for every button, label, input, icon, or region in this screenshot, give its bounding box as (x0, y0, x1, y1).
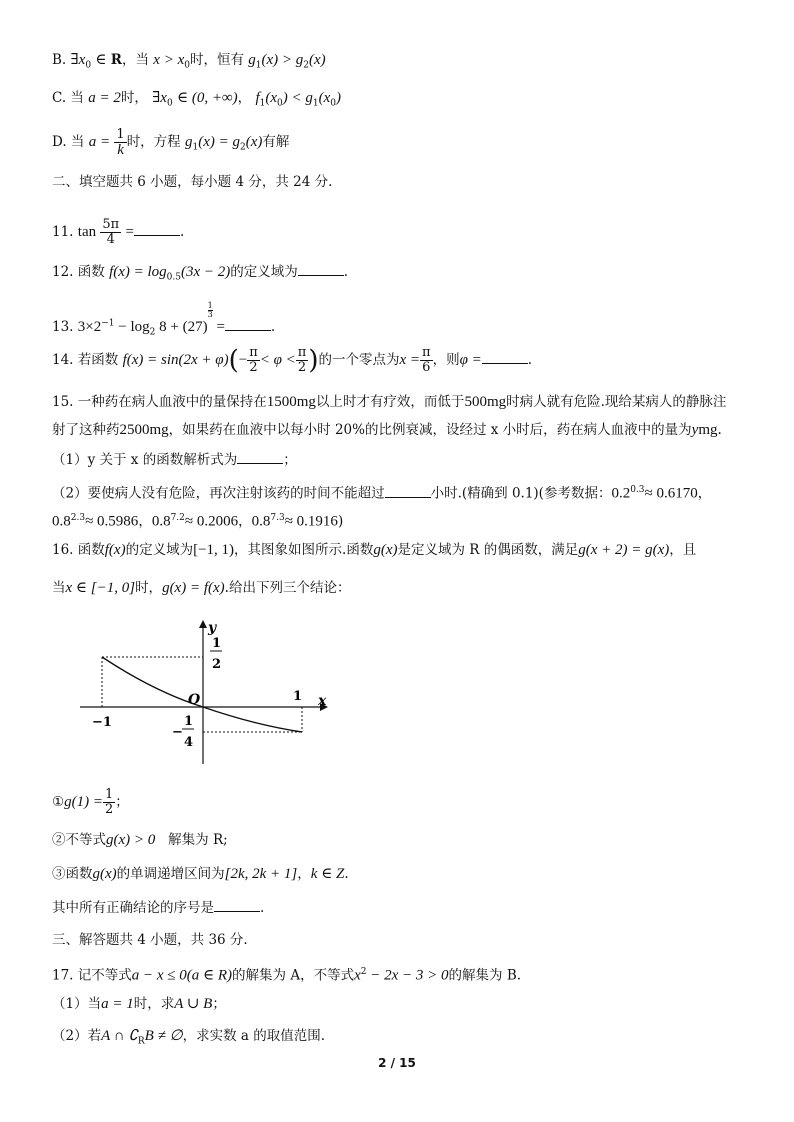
text: ，如果药在血液中以每小时 20%的比例衰减，设经过 x 小时后，药在病人血液中的量为 (168, 422, 692, 438)
superscript: 2 (360, 967, 367, 977)
expr: ≈ 0.1916 (284, 513, 338, 530)
expr: a = 1 (101, 996, 134, 1012)
superscript: 7.3 (270, 513, 285, 523)
fraction (296, 346, 309, 375)
question-17 (52, 962, 521, 986)
text: 其中所有正确结论的序号是 (52, 900, 214, 916)
subscript: 0 (166, 98, 173, 109)
expr: ≈ 0.5986 (85, 513, 139, 530)
numerator: 1 (116, 127, 125, 142)
paren: ) (308, 345, 319, 376)
numerator: π (422, 345, 431, 360)
expr: (x (265, 90, 278, 106)
denominator: 4 (106, 232, 115, 247)
conclusion-1 (52, 788, 129, 817)
expr: f(x) (104, 542, 126, 558)
superscript: 2.3 (70, 513, 86, 523)
denominator: 2 (249, 360, 258, 375)
expr: ≈ 0.2006 (184, 513, 239, 530)
fraction (103, 788, 115, 817)
text: 时病人就有危险.现给某病人的静脉注 (506, 394, 727, 410)
text: ； (283, 452, 297, 468)
superscript: 7.2 (170, 513, 185, 523)
expr: ≈ 0.6170 (644, 485, 698, 502)
text: 时， (135, 580, 163, 596)
fraction (247, 346, 260, 375)
answer-blank (214, 899, 260, 912)
expr: (x) (245, 134, 263, 150)
expr: 0.8 (52, 513, 71, 530)
option-b-label: B. (52, 52, 67, 68)
expr: A ∩ ∁ (101, 1028, 138, 1044)
expr: (x) (309, 52, 326, 68)
subscript: 1 (255, 60, 262, 71)
expr: 3×2 (77, 319, 102, 335)
subscript: 0 (277, 98, 283, 109)
subscript: 2 (149, 327, 156, 338)
superscript: −1 (101, 318, 115, 329)
text: . (527, 352, 533, 368)
paren: ( (228, 345, 239, 376)
fraction (420, 346, 433, 375)
text: 的解集为 B. (448, 967, 522, 984)
text: 的定义域为 (230, 264, 298, 280)
expr: (x) > g (261, 52, 304, 68)
page-number: 2 / 15 (378, 1056, 416, 1070)
option-c-label: C. 当 (52, 90, 84, 106)
subscript: 1 (312, 98, 319, 109)
text: ，当 (122, 52, 149, 68)
text: 当 (52, 580, 66, 596)
question-15-sub-2-cont (52, 508, 343, 532)
expr: 0.2 (611, 485, 631, 502)
expr: x = (399, 352, 421, 368)
tick-half-num: 1 (212, 636, 222, 651)
text: .给出下列三个结论： (224, 580, 351, 596)
text: 时，恒有 (189, 52, 244, 68)
subscript: 2 (240, 142, 246, 153)
text: ① (52, 794, 65, 810)
text: 的一个零点为 (318, 352, 400, 368)
denominator: 2 (104, 802, 114, 817)
denominator: 6 (422, 360, 431, 375)
subscript: 0 (330, 98, 336, 109)
answer-blank (134, 223, 180, 236)
expr: x > x (153, 52, 185, 68)
text: ，其图象如图所示.函数 (234, 542, 374, 558)
text: ， (237, 90, 252, 106)
text: 射了这种药 (52, 422, 120, 438)
tick-neg-one: −1 (92, 715, 112, 730)
fraction (100, 218, 121, 247)
question-13 (52, 302, 275, 343)
text: . (343, 264, 349, 280)
expr: ) (336, 90, 341, 106)
subscript: 2 (303, 60, 310, 71)
var-x: x (78, 52, 86, 68)
question-number: 11. (52, 224, 74, 240)
text: 16. 函数 (52, 542, 105, 558)
expr: [2k, 2k + 1] (224, 866, 298, 882)
subscript: 0 (85, 60, 92, 71)
expr: g (184, 134, 193, 150)
text: （1）y 关于 x 的函数解析式为 (52, 452, 238, 468)
exists-symbol: ∃ (70, 52, 79, 68)
section-3-header: 三、解答题共 4 小题，共 36 分. (52, 932, 248, 948)
expr: tan (77, 224, 97, 240)
tick-quarter-den: 4 (184, 735, 194, 750)
text: . (344, 866, 349, 882)
expr: g(x + 2) = g(x) (578, 542, 670, 558)
expr: g (248, 52, 256, 68)
text: ， (138, 513, 152, 530)
expr: A ∪ B (174, 996, 213, 1012)
expr: 0.8 (251, 513, 271, 530)
value: y (691, 422, 699, 438)
expr: − log (114, 319, 150, 335)
option-d (52, 128, 289, 158)
text: ，且 (669, 542, 697, 558)
answer-blank (385, 485, 431, 498)
expr: f (255, 90, 260, 106)
text: 时，方程 (126, 134, 181, 150)
numerator: π (297, 345, 307, 360)
text: （1）当 (52, 996, 102, 1012)
question-12 (52, 262, 348, 288)
expr: φ = (459, 352, 482, 368)
text: ； (115, 794, 129, 810)
answer-blank (298, 263, 344, 276)
curve (102, 657, 302, 732)
conclusion-2 (52, 830, 228, 850)
expr: f(x) = log (109, 264, 167, 280)
text: . (260, 900, 265, 916)
expr: ∃x (152, 90, 167, 106)
text: ③函数 (52, 866, 93, 882)
text: 17. 记不等式 (52, 967, 132, 984)
text: ，求实数 a 的取值范围. (182, 1028, 326, 1044)
expr: g(x) (373, 542, 398, 558)
value: 500mg (464, 394, 507, 410)
answer-blank (237, 451, 283, 464)
expr: (x) = g (198, 134, 240, 150)
superscript: 0.3 (630, 485, 645, 495)
expr: g(x) (92, 866, 117, 882)
subscript: 0 (184, 60, 190, 71)
expr: < φ < (259, 352, 296, 368)
expr: (3x − 2) (181, 264, 231, 280)
expr: ∈ (0, +∞) (176, 90, 238, 106)
text: 解集为 R; (168, 832, 228, 848)
expr: ) < g (282, 90, 313, 106)
text: 15. 一种药在病人血液中的量保持在 (52, 394, 267, 410)
numerator: 1 (104, 787, 114, 802)
text: 有解 (262, 134, 290, 150)
in-symbol: ∈ (95, 52, 107, 68)
expr: B ≠ ∅ (144, 1028, 183, 1044)
text: . (270, 319, 276, 335)
question-11 (52, 218, 184, 247)
text: 小时.(精确到 0.1)(参考数据： (430, 485, 612, 502)
subscript: 1 (259, 98, 266, 109)
expr: = (212, 319, 225, 335)
text: 的定义域为 (125, 542, 194, 558)
section-2-header: 二、填空题共 6 小题，每小题 4 分，共 24 分. (52, 174, 333, 190)
text: 是定义域为 R 的偶函数，满足 (397, 542, 579, 558)
expr: g(1) = (64, 794, 103, 810)
expr: a = (88, 134, 111, 150)
question-15-sub-2 (52, 480, 711, 504)
option-c (52, 88, 341, 114)
question-15-line-1 (52, 392, 726, 412)
denominator: k (117, 142, 124, 158)
subscript: 1 (192, 142, 199, 153)
text: ) (337, 513, 344, 530)
expr: a − x ≤ 0 (131, 967, 187, 984)
text: 14. 若函数 (52, 352, 119, 368)
expr: g(x) > 0 (106, 832, 156, 848)
text: . (717, 422, 722, 438)
expr: x (354, 967, 361, 984)
text: . (180, 224, 185, 240)
unit: mg (698, 422, 718, 438)
expr: g(x) = f(x) (162, 580, 225, 596)
tick-one: 1 (293, 689, 303, 704)
text: ； (212, 996, 226, 1012)
text: ， (238, 513, 252, 530)
option-d-label: D. 当 (52, 134, 85, 150)
question-14 (52, 346, 532, 375)
text: 时， (120, 90, 148, 106)
expr: − 2x − 3 > 0 (366, 967, 449, 984)
tick-half-den: 2 (212, 657, 222, 672)
question-16-line-2 (52, 578, 350, 598)
text: ，则 (432, 352, 460, 368)
expr: = (125, 224, 134, 240)
expr: 8 + (27) (155, 319, 208, 335)
text: 以上时才有疗效，而低于 (315, 394, 465, 410)
expr: x ∈ [−1, 0] (65, 580, 136, 596)
text: ， (697, 485, 712, 502)
answer-blank (482, 351, 528, 364)
tick-quarter-num: 1 (184, 714, 194, 729)
text: 12. 函数 (52, 264, 105, 280)
question-15-sub-1 (52, 450, 297, 470)
denominator: 3 (207, 310, 213, 319)
expr: f(x) = sin(2x + φ) (122, 352, 229, 368)
question-17-sub-1 (52, 994, 226, 1014)
option-b (52, 50, 326, 76)
expr: (a ∈ R) (186, 967, 233, 984)
expr: (x (318, 90, 331, 106)
expr: k ∈ Z (310, 866, 345, 882)
text: 的单调递增区间为 (116, 866, 225, 882)
conclusion-3 (52, 864, 349, 884)
answer-blank (225, 318, 271, 331)
y-axis-arrow (199, 620, 207, 628)
text: 时，求 (133, 996, 175, 1012)
question-15-line-2 (52, 420, 722, 440)
value: 2500mg (119, 422, 169, 438)
value: 1500mg (266, 394, 316, 410)
question-17-sub-2 (52, 1026, 325, 1052)
subscript: 0.5 (166, 272, 181, 283)
tick-neg-sign: − (172, 725, 183, 740)
y-label: y (208, 620, 217, 636)
numerator: 1 (207, 301, 213, 310)
numerator: π (249, 345, 258, 360)
question-16-line-1 (52, 540, 696, 560)
x-label: x (318, 693, 327, 709)
text: 的解集为 A，不等式 (232, 967, 355, 984)
text: ， (297, 866, 311, 882)
origin-label: O (188, 692, 201, 708)
function-graph (80, 612, 340, 772)
numerator: 5π (102, 217, 120, 232)
text: （2）若 (52, 1028, 102, 1044)
question-16-ask (52, 898, 264, 918)
question-number: 13. (52, 319, 74, 335)
fraction (114, 128, 126, 157)
text: ②不等式 (52, 832, 106, 848)
expr: 0.8 (151, 513, 171, 530)
superscript-fraction (208, 302, 213, 319)
expr: a = 2 (88, 90, 121, 106)
expr: − (238, 352, 248, 368)
text: （2）要使病人没有危险，再次注射该药的时间不能超过 (52, 485, 385, 502)
subscript: R (137, 1036, 145, 1047)
denominator: 2 (297, 360, 307, 375)
expr: [−1, 1) (193, 542, 235, 558)
set-r: R (110, 52, 122, 68)
